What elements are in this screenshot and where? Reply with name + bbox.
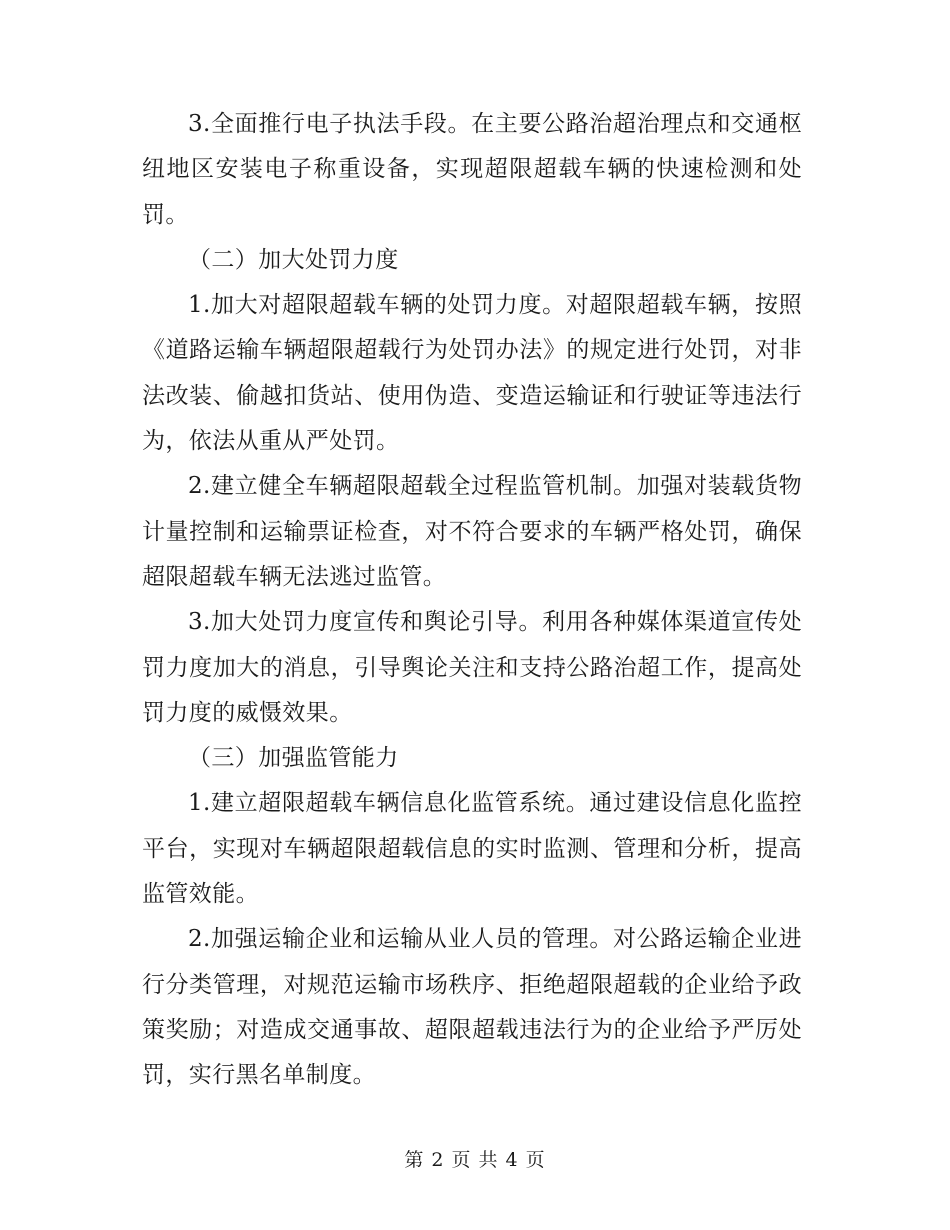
paragraph-electronic-enforcement: 3.全面推行电子执法手段。在主要公路治超治理点和交通枢纽地区安装电子称重设备，实现超限超载车辆的快速检测和处罚。 [142, 111, 802, 228]
paragraph-increase-penalties: 1.加大对超限超载车辆的处罚力度。对超限超载车辆，按照《道路运输车辆超限超载行为处罚办法》的规定进行处罚，对非法改装、偷越扣货站、使用伪造、变造运输证和行驶证等违法行为，依法从重从严处罚。 [142, 292, 802, 455]
paragraph-supervision-mechanism: 2.建立健全车辆超限超载全过程监管机制。加强对装载货物计量控制和运输票证检查，对不符合要求的车辆严格处罚，确保超限超载车辆无法逃过监管。 [142, 473, 802, 590]
paragraph-enterprise-management: 2.加强运输企业和运输从业人员的管理。对公路运输企业进行分类管理，对规范运输市场秩序、拒绝超限超载的企业给予政策奖励；对造成交通事故、超限超载违法行为的企业给予严厉处罚，实行黑名单制度。 [142, 926, 802, 1089]
section-heading-penalties: （二）加大处罚力度 [188, 246, 399, 273]
section-heading-supervision-capacity: （三）加强监管能力 [188, 745, 399, 772]
paragraph-information-system: 1.建立超限超载车辆信息化监管系统。通过建设信息化监控平台，实现对车辆超限超载信息的实时监测、管理和分析，提高监管效能。 [142, 790, 802, 908]
page-number-footer: 第 2 页 共 4 页 [404, 1149, 546, 1171]
paragraph-publicity: 3.加大处罚力度宣传和舆论引导。利用各种媒体渠道宣传处罚力度加大的消息，引导舆论关注和支持公路治超工作，提高处罚力度的威慑效果。 [142, 609, 802, 726]
document-body [142, 102, 802, 1099]
